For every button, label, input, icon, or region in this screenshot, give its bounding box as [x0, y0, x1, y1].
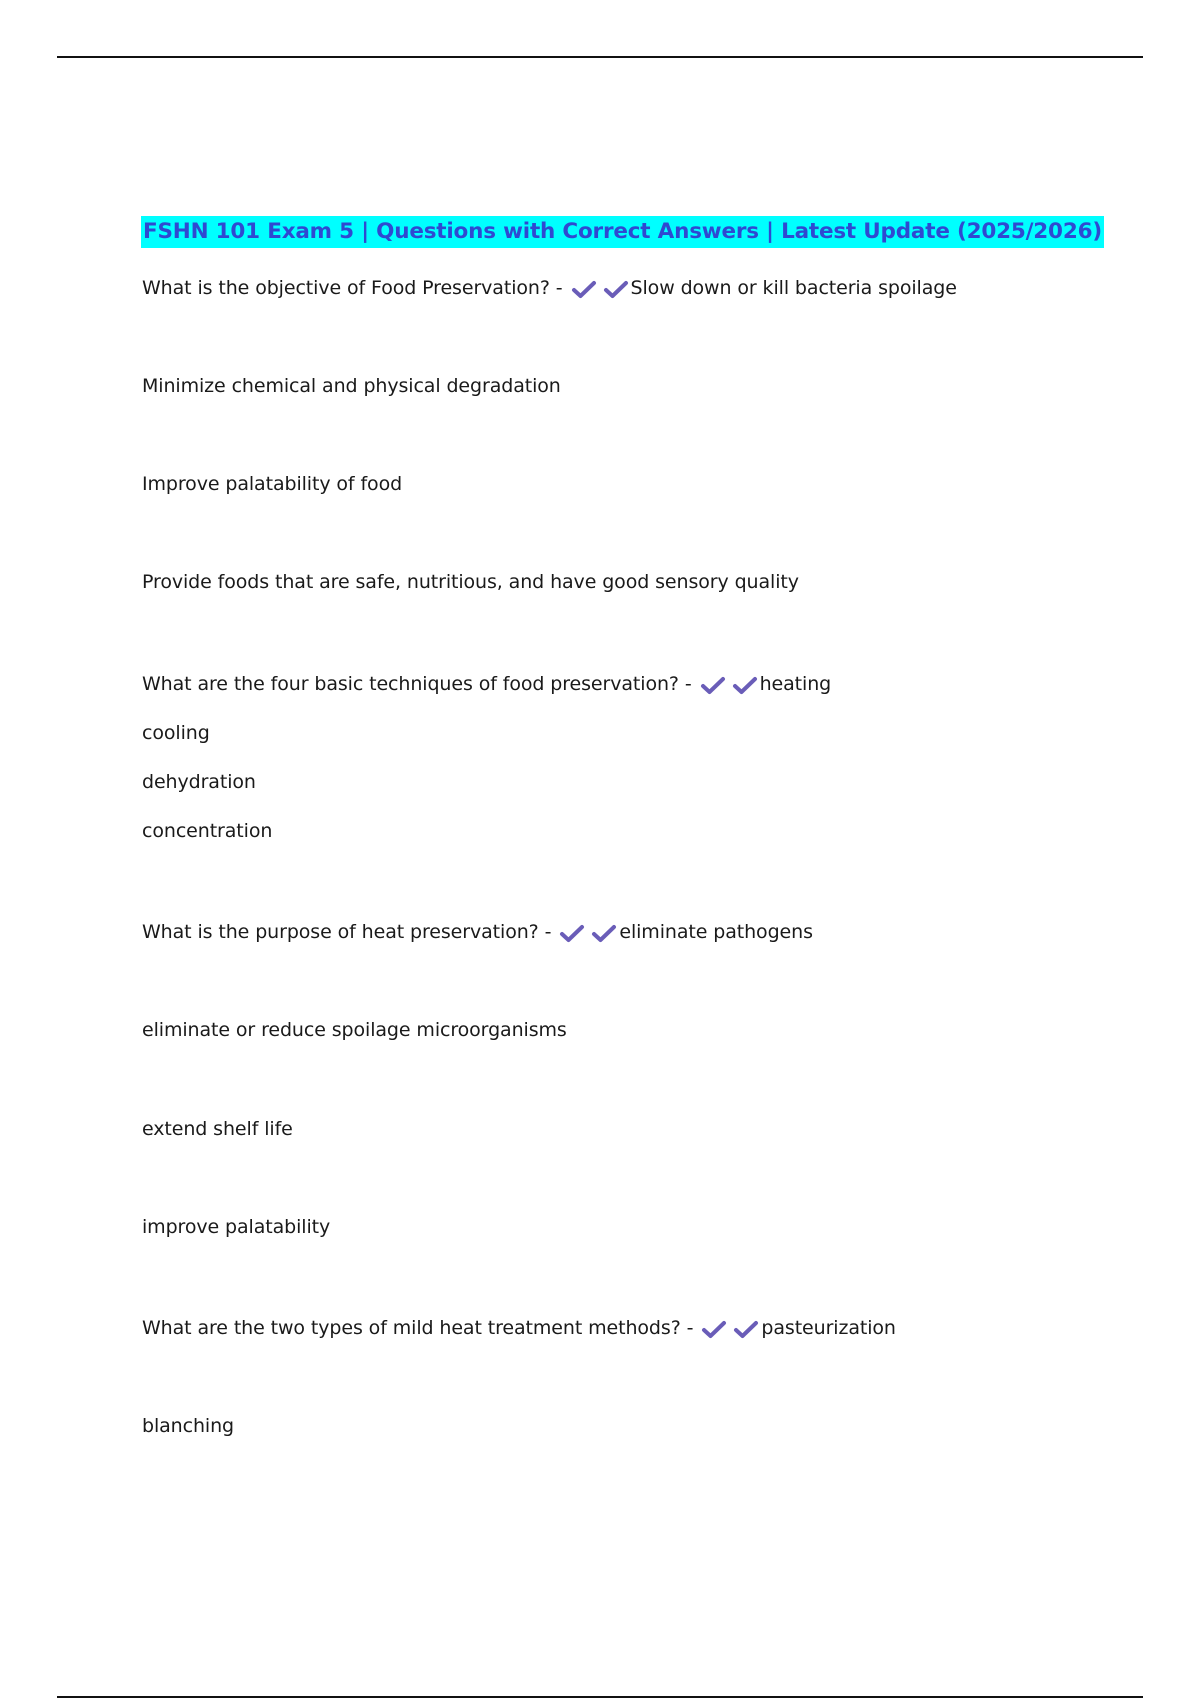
check-icon [559, 923, 585, 943]
qa-3-answer-line: eliminate or reduce spoilage microorganisms [142, 1019, 567, 1041]
qa-2-answer-line: dehydration [142, 771, 256, 793]
qa-3-answer-line: improve palatability [142, 1216, 331, 1238]
qa-4-answer-line: blanching [142, 1415, 234, 1437]
qa-2-answer-first: heating [759, 673, 832, 695]
check-icon [700, 675, 726, 695]
qa-3-answer-line: extend shelf life [142, 1118, 293, 1140]
qa-1-question: What is the objective of Food Preservation? - [142, 277, 563, 299]
check-icon [701, 1319, 727, 1339]
check-icon [732, 675, 758, 695]
answer-check-marks [571, 279, 629, 299]
document-title: FSHN 101 Exam 5 | Questions with Correct Answers | Latest Update (2025/2026) [141, 216, 1104, 248]
check-icon [733, 1319, 759, 1339]
check-icon [603, 279, 629, 299]
qa-3-answer-first: eliminate pathogens [619, 921, 813, 943]
qa-2-question: What are the four basic techniques of food preservation? - [142, 673, 692, 695]
qa-1-answer-first: Slow down or kill bacteria spoilage [630, 277, 957, 299]
qa-2-answer-line: cooling [142, 722, 210, 744]
qa-1-answer-line: Provide foods that are safe, nutritious, and have good sensory quality [142, 571, 799, 593]
qa-3-question: What is the purpose of heat preservation? - [142, 921, 552, 943]
qa-4-question-line [142, 1315, 896, 1341]
answer-check-marks [701, 1319, 759, 1339]
bottom-rule [57, 1696, 1143, 1698]
qa-1-answer-line: Minimize chemical and physical degradation [142, 375, 561, 397]
qa-2-question-line [142, 671, 831, 697]
qa-1-answer-line: Improve palatability of food [142, 473, 403, 495]
qa-4-answer-first: pasteurization [761, 1317, 896, 1339]
qa-3-question-line [142, 919, 813, 945]
top-rule [57, 56, 1143, 58]
answer-check-marks [559, 923, 617, 943]
qa-4-question: What are the two types of mild heat treatment methods? - [142, 1317, 694, 1339]
check-icon [571, 279, 597, 299]
answer-check-marks [700, 675, 758, 695]
qa-2-answer-line: concentration [142, 820, 273, 842]
qa-1-question-line [142, 275, 957, 301]
check-icon [591, 923, 617, 943]
